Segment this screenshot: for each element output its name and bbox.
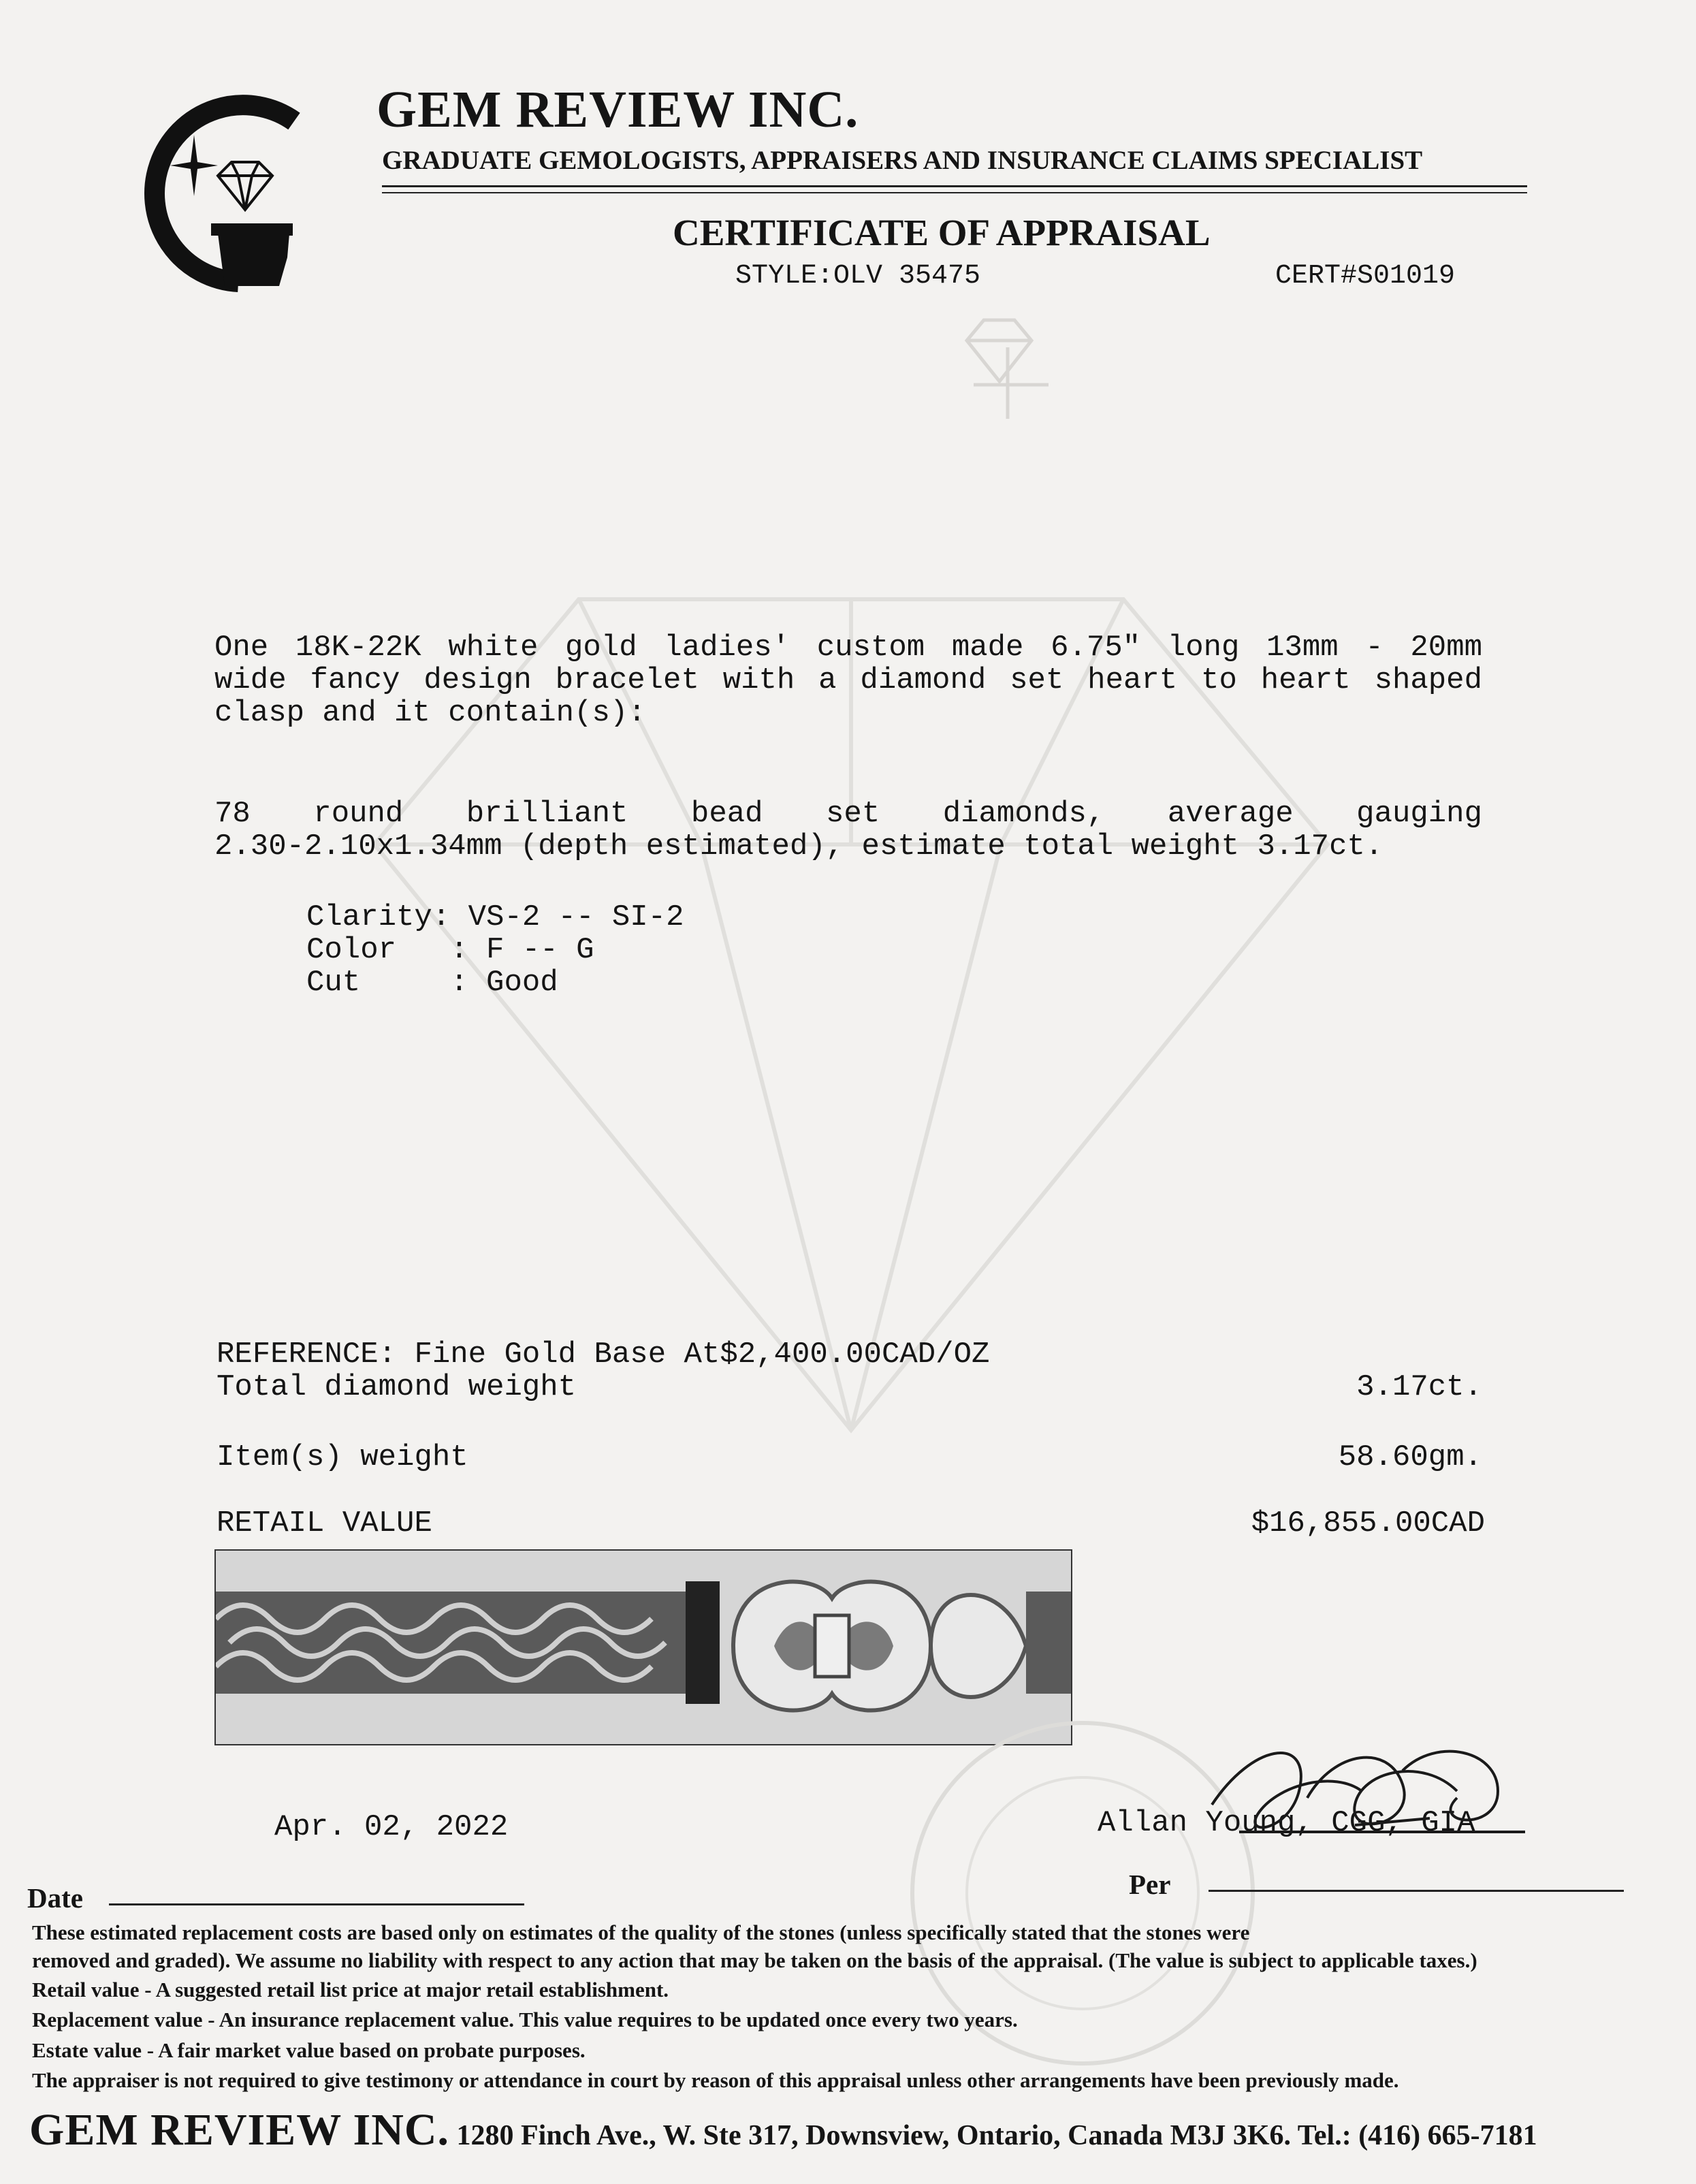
retail-value-label: RETAIL VALUE [217, 1506, 432, 1540]
item-weight-value: 58.60gm. [1338, 1440, 1482, 1474]
certificate-number: CERT#S01019 [1275, 261, 1456, 291]
retail-value-amount: $16,855.00CAD [1251, 1506, 1485, 1540]
embossed-seal-mark [953, 306, 1062, 422]
disclaimer-line: removed and graded). We assume no liability with respect to any action that may be taken on the basis of the appraisal. (The value is subject to applicable taxes.) [32, 1948, 1477, 1972]
date-signature-line [109, 1903, 524, 1905]
stones-line: 78 round brilliant bead set diamonds, average gauging [214, 797, 1482, 831]
footer-address: 1280 Finch Ave., W. Ste 317, Downsview, Ontario, Canada M3J 3K6. Tel.: (416) 665-7181 [449, 2120, 1537, 2151]
appraiser-name: Allan Young, CGG, GIA [1098, 1806, 1475, 1840]
disclaimer-line: Replacement value - An insurance replacement value. This value requires to be updated once every two years. [32, 2008, 1018, 2031]
header-rule [382, 192, 1527, 193]
company-logo [116, 94, 320, 298]
style-number: STYLE:OLV 35475 [735, 261, 981, 291]
footer [29, 2104, 1537, 2156]
footer-company-name: GEM REVIEW INC. [29, 2105, 450, 2155]
total-diamond-weight-label: Total diamond weight [217, 1370, 577, 1404]
description-line: clasp and it contain(s): [214, 696, 646, 730]
disclaimer-line: Retail value - A suggested retail list price at major retail establishment. [32, 1978, 669, 2001]
item-weight-label: Item(s) weight [217, 1440, 468, 1474]
clarity-grade: Clarity: VS-2 -- SI-2 [306, 900, 684, 934]
disclaimer-line: These estimated replacement costs are based only on estimates of the quality of the stones (unless specifically stated that the stones were [32, 1920, 1250, 1944]
company-tagline: GRADUATE GEMOLOGISTS, APPRAISERS AND INSURANCE CLAIMS SPECIALIST [382, 146, 1423, 175]
color-grade: Color : F -- G [306, 933, 594, 967]
description-line: One 18K-22K white gold ladies' custom made 6.75" long 13mm - 20mm [214, 631, 1482, 665]
company-name: GEM REVIEW INC. [377, 81, 859, 138]
appraisal-date: Apr. 02, 2022 [274, 1810, 509, 1844]
total-diamond-weight-value: 3.17ct. [1356, 1370, 1482, 1404]
per-signature-line [1209, 1890, 1624, 1892]
stones-line: 2.30-2.10x1.34mm (depth estimated), estimate total weight 3.17ct. [214, 829, 1383, 864]
certificate-title: CERTIFICATE OF APPRAISAL [673, 212, 1211, 253]
per-label: Per [1129, 1869, 1171, 1900]
description-line: wide fancy design bracelet with a diamond set heart to heart shaped [214, 663, 1482, 697]
date-label: Date [27, 1882, 83, 1914]
disclaimer-line: Estate value - A fair market value based on probate purposes. [32, 2038, 586, 2062]
cut-grade: Cut : Good [306, 966, 558, 1000]
gold-reference: REFERENCE: Fine Gold Base At$2,400.00CAD/OZ [217, 1338, 990, 1372]
appraiser-signature [1198, 1730, 1552, 1866]
header-rule [382, 185, 1527, 187]
disclaimer-line: The appraiser is not required to give testimony or attendance in court by reason of this appraisal unless other arrangements have been previously made. [32, 2068, 1399, 2092]
